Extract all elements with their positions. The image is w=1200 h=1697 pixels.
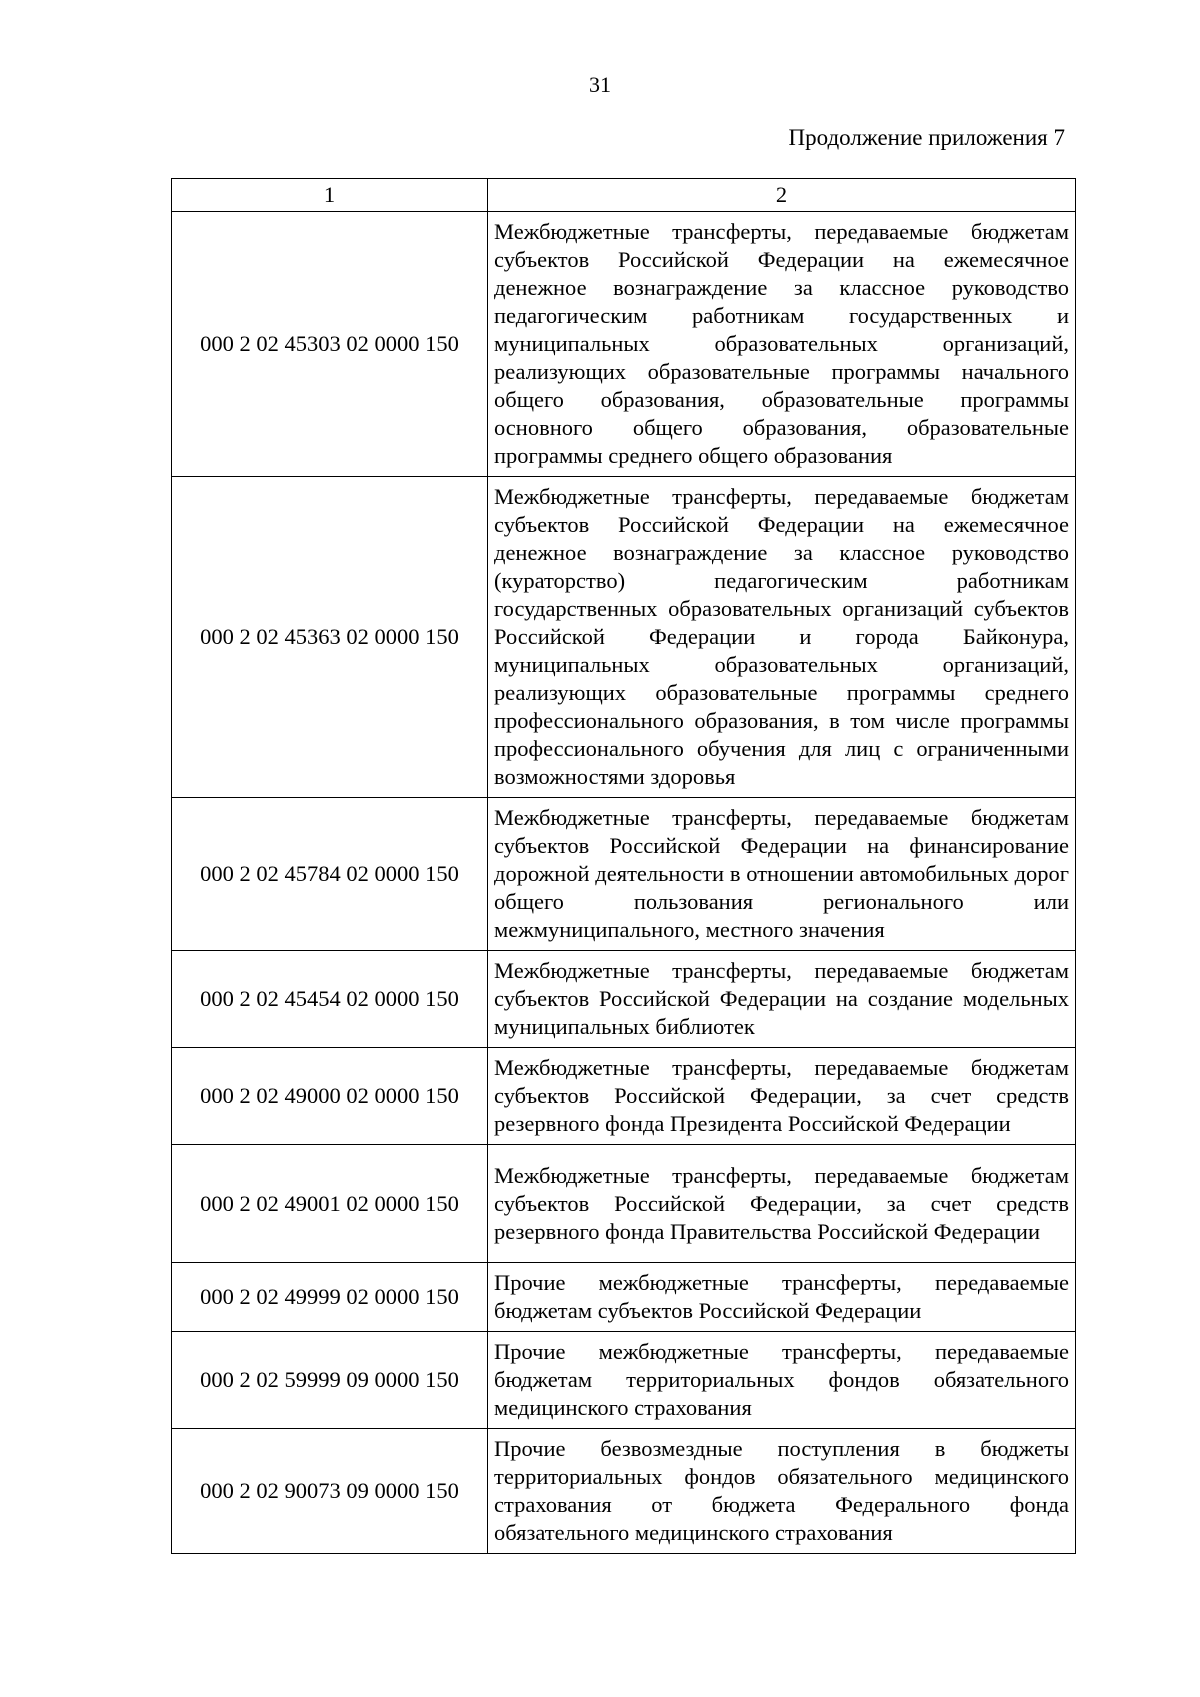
income-description: Межбюджетные трансферты, передаваемые бюджетам субъектов Российской Федерации на создание модельных муниципальных библиотек	[488, 951, 1076, 1048]
table-row	[172, 951, 1076, 1048]
income-description: Прочие межбюджетные трансферты, передаваемые бюджетам территориальных фондов обязательного медицинского страхования	[488, 1332, 1076, 1429]
column-header-1: 1	[172, 179, 488, 212]
column-header-2: 2	[488, 179, 1076, 212]
table-row	[172, 1263, 1076, 1332]
classification-code: 000 2 02 49999 02 0000 150	[172, 1263, 488, 1332]
page-number: 31	[589, 72, 611, 97]
income-description: Межбюджетные трансферты, передаваемые бюджетам субъектов Российской Федерации на ежемесячное денежное вознаграждение за классное руководство педагогическим работникам государственных и муниципальных образовательных организаций, реализующих образовательные программы начального общего образования, образовательные программы основного общего образования, образовательные программы среднего общего образования	[488, 212, 1076, 477]
classification-code: 000 2 02 45303 02 0000 150	[172, 212, 488, 477]
table-row	[172, 798, 1076, 951]
classification-code: 000 2 02 90073 09 0000 150	[172, 1429, 488, 1554]
classification-code: 000 2 02 49000 02 0000 150	[172, 1048, 488, 1145]
classification-code: 000 2 02 49001 02 0000 150	[172, 1145, 488, 1263]
table-row	[172, 1145, 1076, 1263]
table-row	[172, 1429, 1076, 1554]
income-description: Межбюджетные трансферты, передаваемые бюджетам субъектов Российской Федерации, за счет средств резервного фонда Правительства Российской Федерации	[488, 1145, 1076, 1263]
table-header-row	[172, 179, 1076, 212]
table-row	[172, 477, 1076, 798]
classification-code: 000 2 02 45454 02 0000 150	[172, 951, 488, 1048]
income-description: Межбюджетные трансферты, передаваемые бюджетам субъектов Российской Федерации на финансирование дорожной деятельности в отношении автомобильных дорог общего пользования регионального или межмуниципального, местного значения	[488, 798, 1076, 951]
classification-code: 000 2 02 45363 02 0000 150	[172, 477, 488, 798]
income-description: Прочие безвозмездные поступления в бюджеты территориальных фондов обязательного медицинского страхования от бюджета Федерального фонда обязательного медицинского страхования	[488, 1429, 1076, 1554]
income-description: Прочие межбюджетные трансферты, передаваемые бюджетам субъектов Российской Федерации	[488, 1263, 1076, 1332]
table-row	[172, 1048, 1076, 1145]
classification-code: 000 2 02 45784 02 0000 150	[172, 798, 488, 951]
income-description: Межбюджетные трансферты, передаваемые бюджетам субъектов Российской Федерации на ежемесячное денежное вознаграждение за классное руководство (кураторство) педагогическим работникам государственных образовательных организаций субъектов Российской Федерации и города Байконура, муниципальных образовательных организаций, реализующих образовательные программы среднего профессионального образования, в том числе программы профессионального обучения для лиц с ограниченными возможностями здоровья	[488, 477, 1076, 798]
budget-codes-table	[171, 178, 1076, 1554]
table-row	[172, 212, 1076, 477]
appendix-continuation-note: Продолжение приложения 7	[788, 125, 1065, 150]
classification-code: 000 2 02 59999 09 0000 150	[172, 1332, 488, 1429]
income-description: Межбюджетные трансферты, передаваемые бюджетам субъектов Российской Федерации, за счет средств резервного фонда Президента Российской Федерации	[488, 1048, 1076, 1145]
table-row	[172, 1332, 1076, 1429]
